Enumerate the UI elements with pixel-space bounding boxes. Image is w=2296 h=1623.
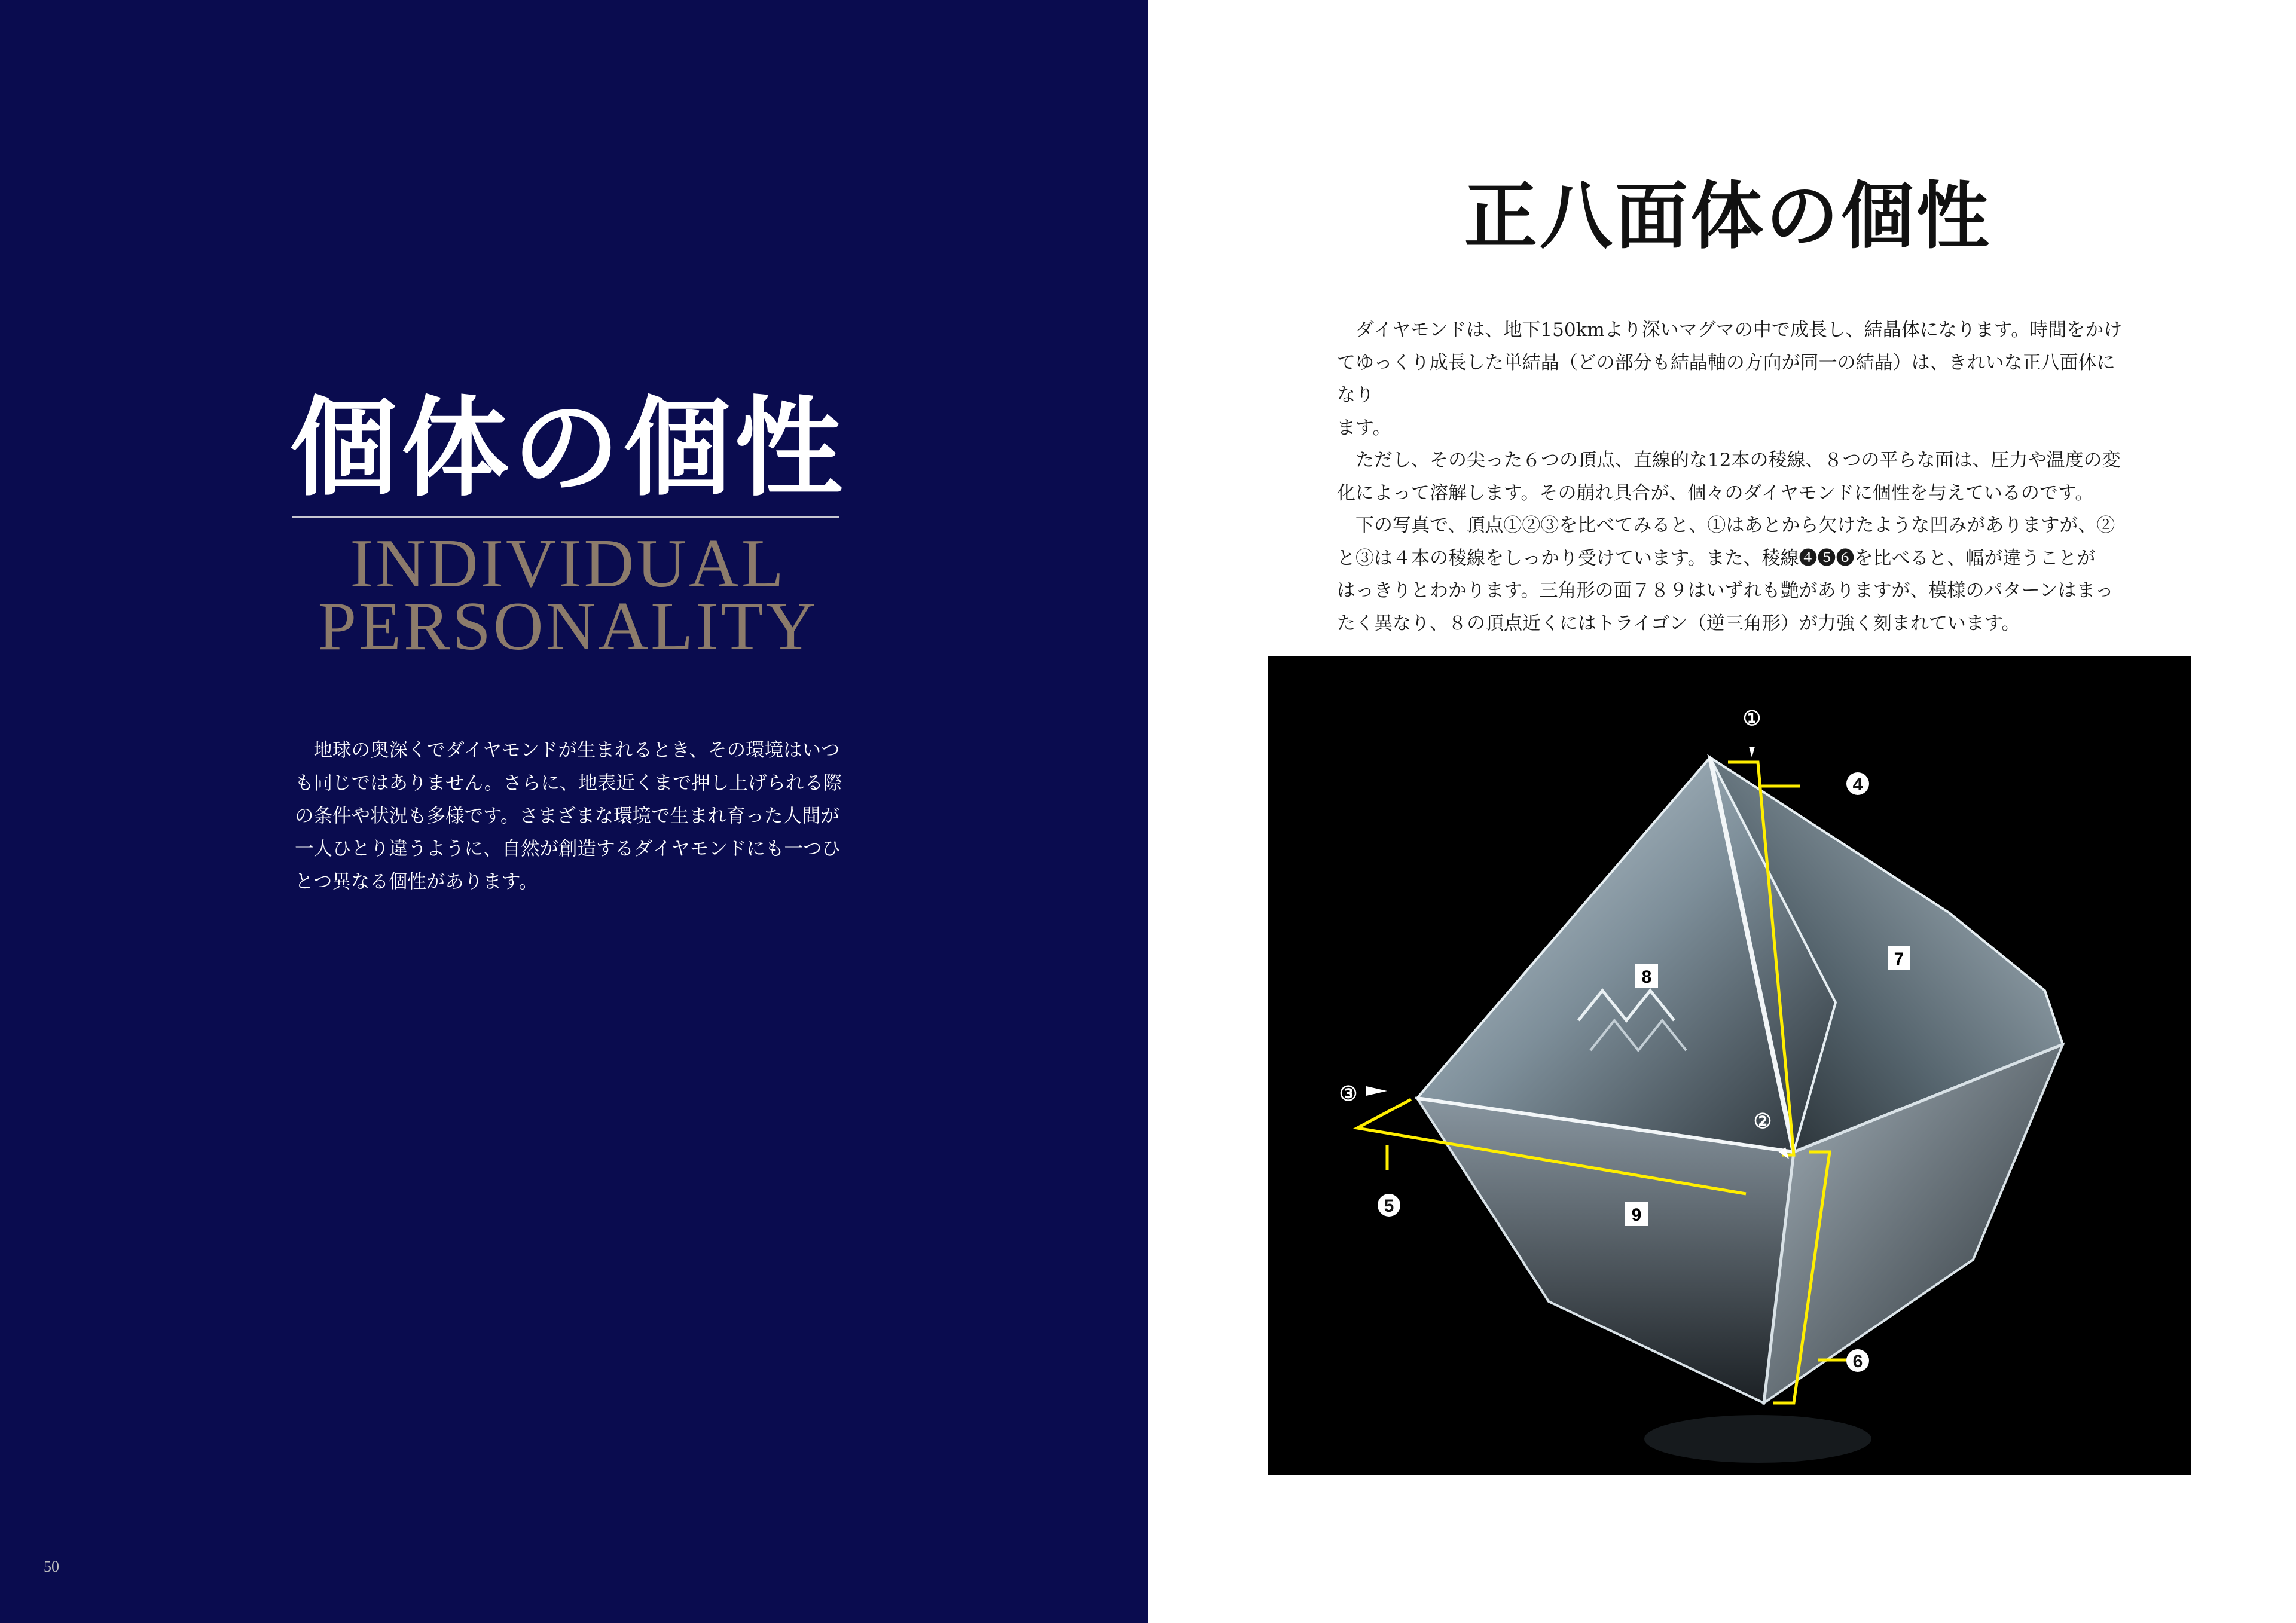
right-body-line: ます。 <box>1337 417 1391 439</box>
edge-5-label: 5 <box>1384 1196 1394 1216</box>
vertex-3-label: ③ <box>1339 1083 1358 1105</box>
face-9-label: 9 <box>1631 1205 1642 1225</box>
english-heading-line1: INDIVIDUAL <box>350 525 786 602</box>
title-divider <box>292 516 839 518</box>
right-body-line: てゆっくり成長した単結晶（どの部分も結晶軸の方向が同一の結晶）は、きれいな正八面体になり <box>1337 352 2115 406</box>
vertex-1-label: ① <box>1742 707 1761 730</box>
right-body-line: ダイヤモンドは、地下150kmより深いマグマの中で成長し、結晶体になります。時間をかけ <box>1355 319 2123 341</box>
right-body-line: はっきりとわかります。三角形の面７８９はいずれも艶がありますが、模様のパターンはまっ <box>1337 580 2114 601</box>
face-8-label: 8 <box>1641 967 1652 987</box>
right-body-line: 化によって溶解します。その崩れ具合が、個々のダイヤモンドに個性を与えているのです。 <box>1337 482 2094 504</box>
left-body-line: の条件や状況も多様です。さまざまな環境で生まれ育った人間が <box>295 805 839 827</box>
edge-6-label: 6 <box>1852 1352 1863 1371</box>
english-heading-line2: PERSONALITY <box>317 588 819 665</box>
face-7-label: 7 <box>1894 949 1904 969</box>
right-page-title: 正八面体の個性 <box>1464 173 1992 259</box>
vertex-1-pointer <box>1749 747 1755 757</box>
left-page-title: 個体の個性 <box>289 385 846 511</box>
right-body-line: と③は４本の稜線をしっかり受けています。また、稜線❹❺❻を比べると、幅が違うことが <box>1337 547 2096 569</box>
diamond-illustration <box>1268 656 2191 1475</box>
page-number-left: 50 <box>44 1558 59 1575</box>
right-body-text <box>1337 314 2126 640</box>
left-body-line: 一人ひとり違うように、自然が創造するダイヤモンドにも一つひ <box>295 838 841 860</box>
left-body-line: 地球の奥深くでダイヤモンドが生まれるとき、その環境はいつ <box>313 739 840 761</box>
diamond-photo <box>1268 656 2191 1475</box>
edge-4-label: 4 <box>1852 775 1863 794</box>
right-body-line: たく異なり、８の頂点近くにはトライゴン（逆三角形）が力強く刻まれています。 <box>1337 612 2020 634</box>
left-body-line: も同じではありません。さらに、地表近くまで押し上げられる際 <box>295 772 842 794</box>
vertex-2-label: ② <box>1753 1110 1772 1133</box>
vertex-3-pointer <box>1366 1086 1387 1096</box>
right-body-line: ただし、その尖った６つの頂点、直線的な12本の稜線、８つの平らな面は、圧力や温度の変 <box>1355 450 2121 471</box>
reflection-shadow <box>1644 1415 1871 1463</box>
left-body-text <box>295 734 845 898</box>
right-body-line: 下の写真で、頂点①②③を比べてみると、①はあとから欠けたような凹みがありますが、② <box>1355 515 2115 536</box>
left-body-line: とつ異なる個性があります。 <box>295 871 538 893</box>
